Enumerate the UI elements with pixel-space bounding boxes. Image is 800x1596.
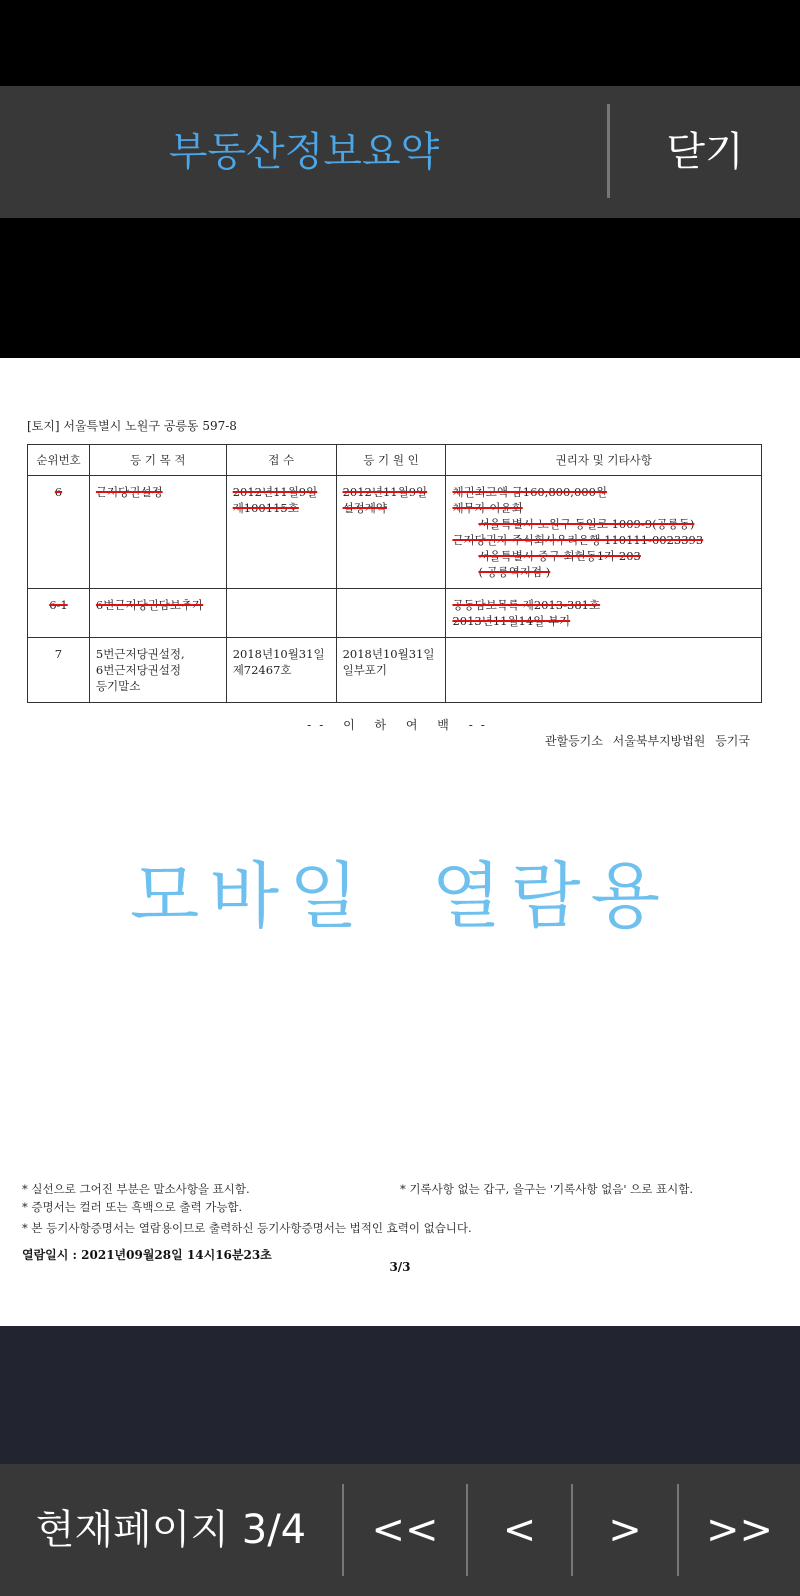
app-header <box>0 86 800 219</box>
mobile-view-watermark: 모바일 열람용 <box>129 854 671 938</box>
status-bar-area <box>0 0 800 86</box>
rights-line: 공동담보목록 제2013-381호 <box>452 598 601 612</box>
header-rights: 권리자 및 기타사항 <box>446 445 762 476</box>
cause-date: 2012년11월9일 <box>342 485 428 499</box>
receipt-date: 2018년10월31일 <box>232 647 325 661</box>
last-page-button[interactable]: >> <box>705 1507 774 1553</box>
close-button[interactable]: 닫기 <box>666 129 744 175</box>
footnote: * 기록사항 없는 갑구, 을구는 '기록사항 없음' 으로 표시함. <box>400 1182 694 1196</box>
rights-line: 근저당권자 주식회사우리은행 110111-0023393 <box>452 533 704 547</box>
registration-purpose: 6번근저당권설정 <box>95 663 182 677</box>
pager-bar <box>0 1464 800 1596</box>
rank-number: 7 <box>28 638 90 703</box>
property-address: [토지] 서울특별시 노원구 공릉동 597-8 <box>27 419 237 433</box>
document-page <box>0 358 800 1326</box>
receipt-number: 제100115호 <box>232 501 299 515</box>
rights-line: 서울특별시 중구 회현동1가 203 <box>478 549 641 563</box>
header-cause: 등 기 원 인 <box>336 445 446 476</box>
header-rank: 순위번호 <box>28 445 90 476</box>
footnote: * 증명서는 컬러 또는 흑백으로 출력 가능함. <box>22 1200 243 1214</box>
rights-line: 채무자 이윤희 <box>452 501 523 515</box>
registration-purpose: 등기말소 <box>95 679 141 693</box>
registry-office: 관할등기소 서울북부지방법원 등기국 <box>544 734 750 748</box>
cause-date: 2018년10월31일 <box>342 647 435 661</box>
rights-line: 서울특별시 노원구 동일로 1009-9(공릉동) <box>478 517 695 531</box>
rights-line: ( 공릉역지점 ) <box>478 565 551 579</box>
rank-number: 6 <box>54 485 63 499</box>
table-row <box>28 589 762 638</box>
first-page-button[interactable]: << <box>371 1507 439 1553</box>
registration-purpose: 근저당권설정 <box>95 485 163 499</box>
registration-purpose: 6번근저당권담보추가 <box>95 598 204 612</box>
footnote: * 실선으로 그어진 부분은 말소사항을 표시함. <box>22 1182 250 1196</box>
table-header-row <box>28 445 762 476</box>
cause-text: 일부포기 <box>342 663 388 677</box>
table-row <box>28 476 762 589</box>
table-row <box>28 638 762 703</box>
cause-text: 설정계약 <box>342 501 388 515</box>
footnotes <box>22 1180 782 1237</box>
registration-purpose: 5번근저당권설정, <box>95 647 185 661</box>
receipt-date: 2012년11월9일 <box>232 485 318 499</box>
viewer-background-bottom <box>0 1326 800 1464</box>
document-page-number: 3/3 <box>389 1260 411 1274</box>
next-page-button[interactable]: > <box>608 1507 642 1553</box>
header-receipt: 접 수 <box>226 445 336 476</box>
viewer-background-top <box>0 218 800 358</box>
receipt-number: 제72467호 <box>232 663 292 677</box>
footnote: * 본 등기사항증명서는 열람용이므로 출력하신 등기사항증명서는 법적인 효력이 없습니다. <box>22 1221 472 1235</box>
header-purpose: 등 기 목 적 <box>89 445 226 476</box>
registry-table <box>27 444 762 703</box>
page-indicator: 현재페이지 3/4 <box>35 1507 307 1553</box>
rank-number: 6-1 <box>49 598 68 612</box>
prev-page-button[interactable]: < <box>502 1507 537 1553</box>
rights-line: 2013년11월14일 부기 <box>452 614 571 628</box>
view-date: 열람일시 : 2021년09월28일 14시16분23초 <box>22 1248 272 1262</box>
blank-end-marker: -- 이 하 여 백 -- <box>307 718 493 732</box>
rights-line: 채권최고액 금160,800,000원 <box>452 485 608 499</box>
page-title: 부동산정보요약 <box>168 129 440 175</box>
